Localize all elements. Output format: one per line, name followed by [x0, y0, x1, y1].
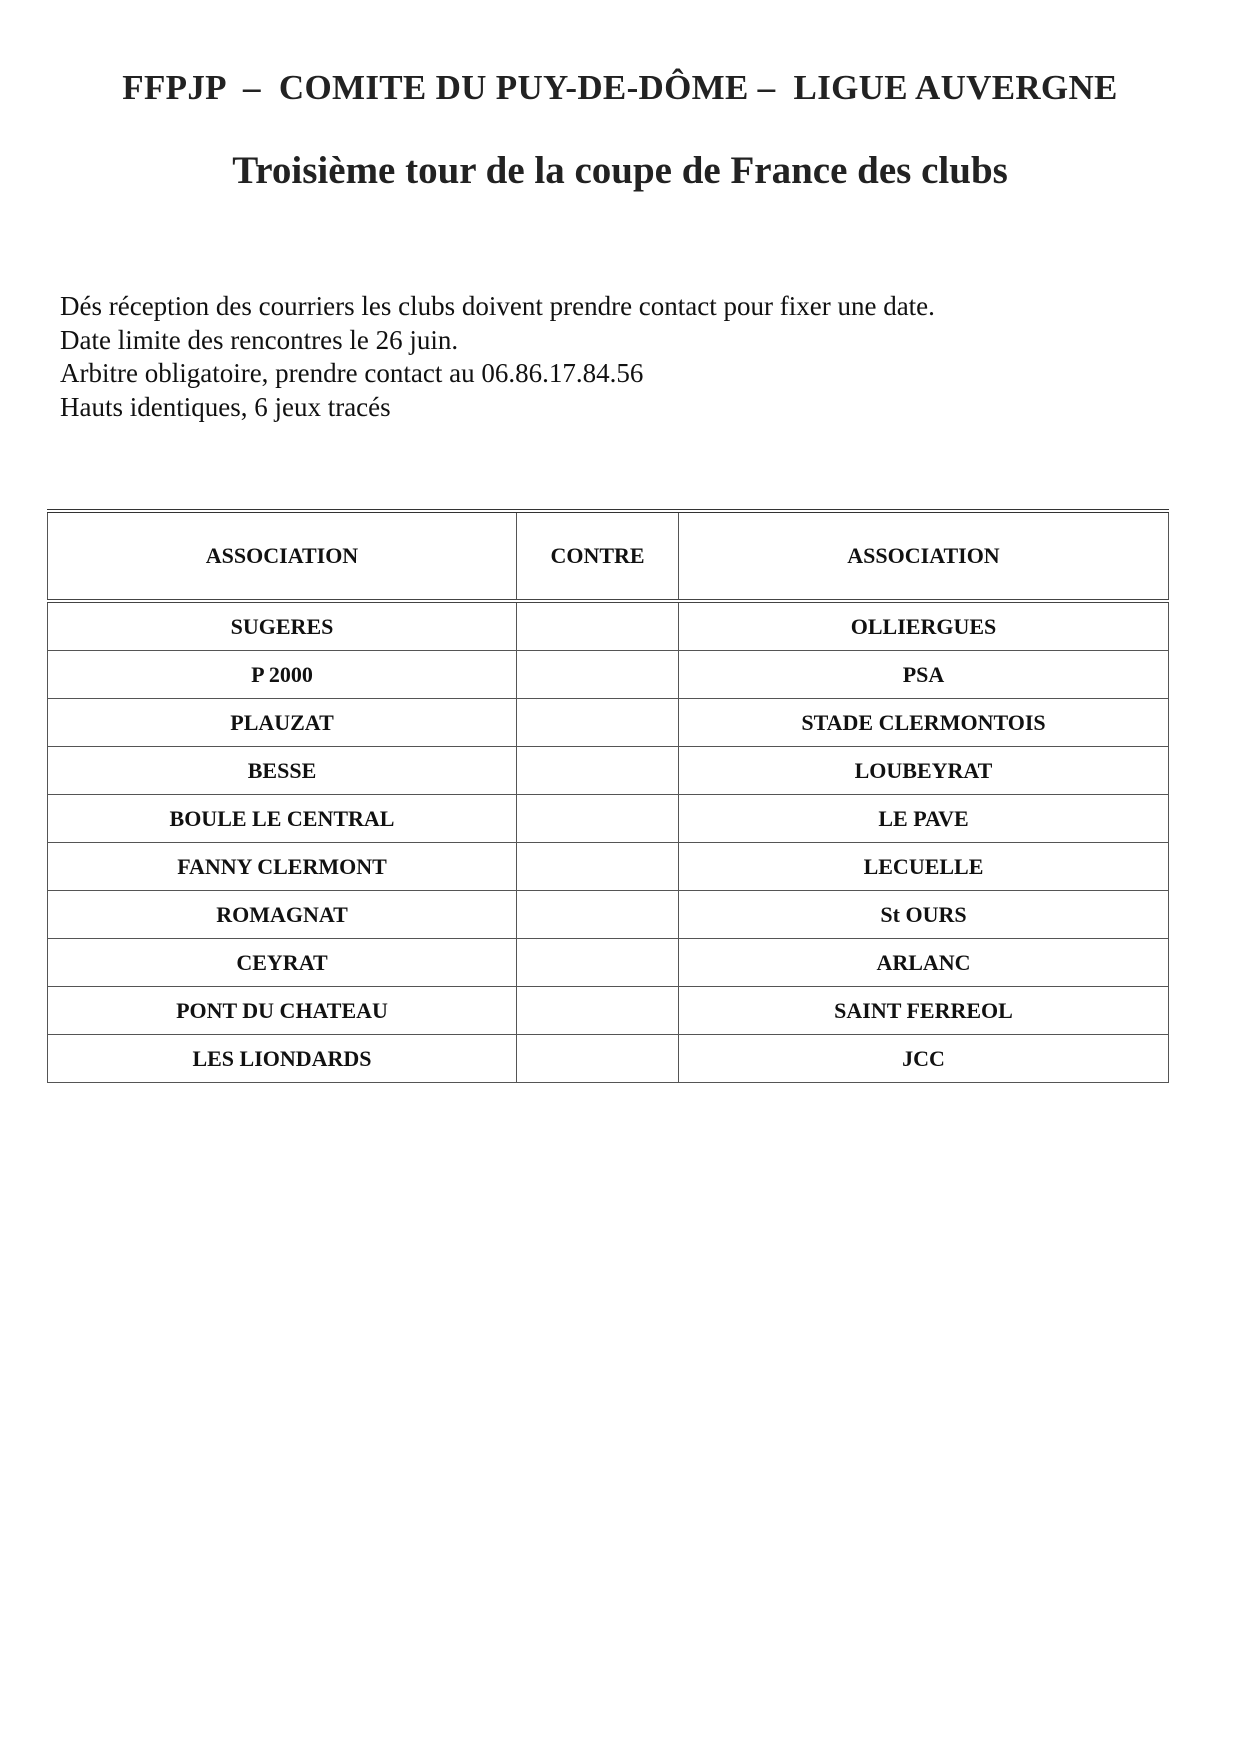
table-row: [48, 1035, 1169, 1083]
document-subtitle: Troisième tour de la coupe de France des clubs: [232, 149, 1008, 192]
home-association-cell: ROMAGNAT: [48, 891, 517, 939]
away-association-cell: OLLIERGUES: [679, 601, 1169, 651]
away-association-cell: JCC: [679, 1035, 1169, 1083]
contre-cell: [517, 747, 679, 795]
contre-cell: [517, 699, 679, 747]
home-association-cell: LES LIONDARDS: [48, 1035, 517, 1083]
away-association-cell: SAINT FERREOL: [679, 987, 1169, 1035]
home-association-cell: BESSE: [48, 747, 517, 795]
contre-cell: [517, 651, 679, 699]
home-association-cell: PONT DU CHATEAU: [48, 987, 517, 1035]
table-row: [48, 891, 1169, 939]
table-row: [48, 747, 1169, 795]
instructions-block: [60, 290, 935, 424]
document-title: FFPJP – COMITE DU PUY-DE-DÔME – LIGUE AUVERGNE: [122, 68, 1118, 107]
away-association-cell: ARLANC: [679, 939, 1169, 987]
home-association-cell: CEYRAT: [48, 939, 517, 987]
contre-cell: [517, 601, 679, 651]
table-row: [48, 795, 1169, 843]
fixtures-table: [47, 509, 1169, 1083]
away-association-cell: LECUELLE: [679, 843, 1169, 891]
away-association-cell: St OURS: [679, 891, 1169, 939]
table-row: [48, 939, 1169, 987]
column-header-home-association: ASSOCIATION: [48, 511, 517, 601]
table-header-row: [48, 511, 1169, 601]
column-header-away-association: ASSOCIATION: [679, 511, 1169, 601]
instruction-line: Dés réception des courriers les clubs doivent prendre contact pour fixer une date.: [60, 291, 935, 321]
contre-cell: [517, 987, 679, 1035]
instruction-line: Arbitre obligatoire, prendre contact au 06.86.17.84.56: [60, 358, 644, 388]
home-association-cell: PLAUZAT: [48, 699, 517, 747]
contre-cell: [517, 939, 679, 987]
instruction-line: Date limite des rencontres le 26 juin.: [60, 324, 459, 355]
contre-cell: [517, 843, 679, 891]
away-association-cell: STADE CLERMONTOIS: [679, 699, 1169, 747]
table-row: [48, 699, 1169, 747]
contre-cell: [517, 1035, 679, 1083]
away-association-cell: LE PAVE: [679, 795, 1169, 843]
home-association-cell: P 2000: [48, 651, 517, 699]
away-association-cell: LOUBEYRAT: [679, 747, 1169, 795]
column-header-contre: CONTRE: [517, 511, 679, 601]
table-row: [48, 601, 1169, 651]
contre-cell: [517, 795, 679, 843]
instruction-line: Hauts identiques, 6 jeux tracés: [60, 391, 391, 422]
table-row: [48, 651, 1169, 699]
contre-cell: [517, 891, 679, 939]
away-association-cell: PSA: [679, 651, 1169, 699]
table-row: [48, 843, 1169, 891]
table-row: [48, 987, 1169, 1035]
home-association-cell: SUGERES: [48, 601, 517, 651]
home-association-cell: FANNY CLERMONT: [48, 843, 517, 891]
home-association-cell: BOULE LE CENTRAL: [48, 795, 517, 843]
